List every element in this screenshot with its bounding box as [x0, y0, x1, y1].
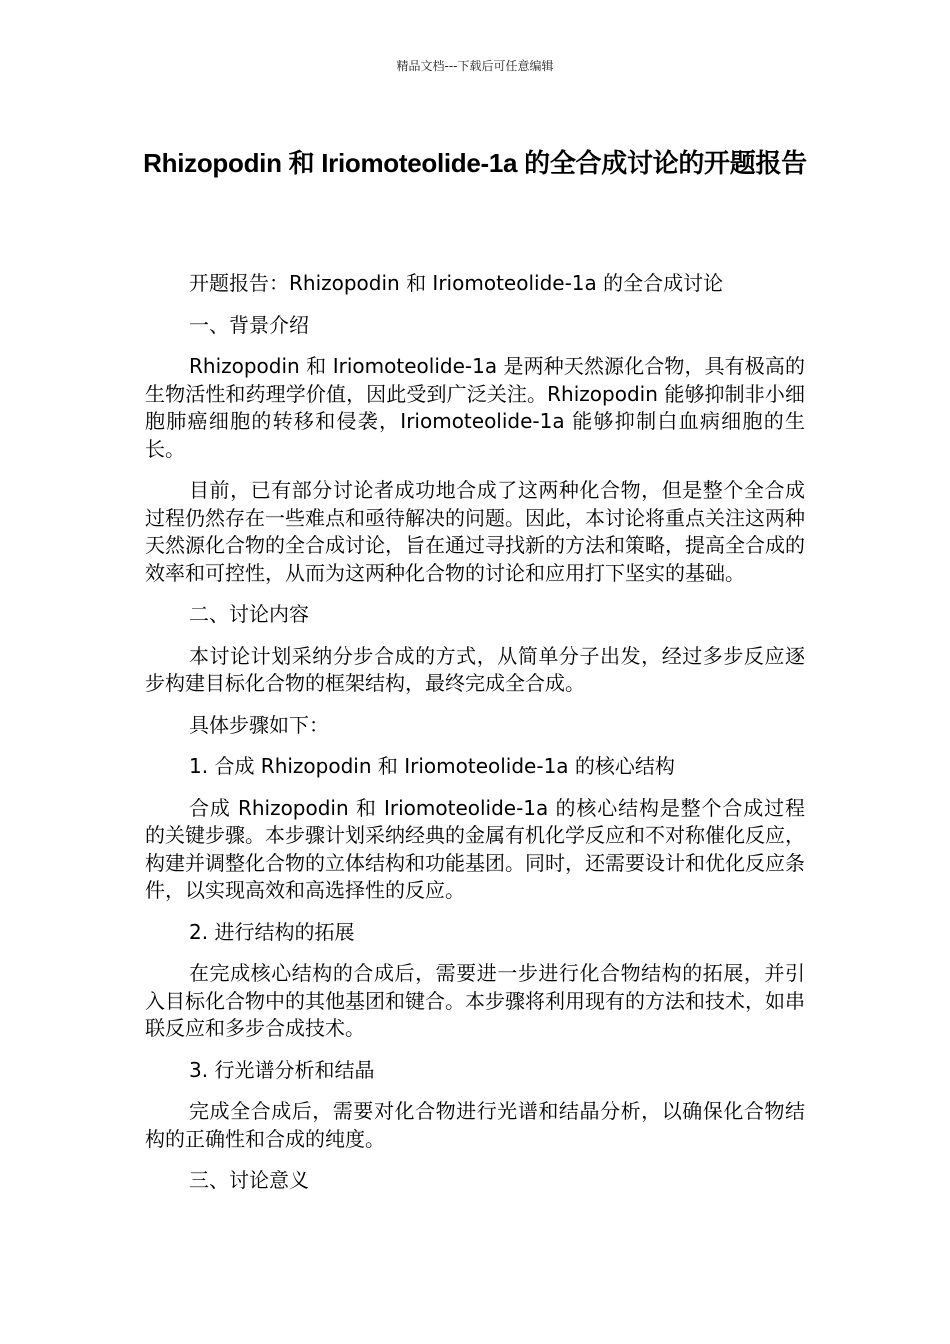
section-heading-content: 二、讨论内容 — [189, 602, 309, 626]
paragraph-step-3: 完成全合成后，需要对化合物进行光谱和结晶分析，以确保化合物结构的正确性和合成的纯度。 — [145, 1099, 805, 1151]
header-note: 精品文档---下载后可任意编辑 — [396, 59, 554, 73]
section-heading-background: 一、背景介绍 — [189, 312, 309, 337]
document-title: Rhizopodin 和 Iriomoteolide-1a 的全合成讨论的开题报告 — [143, 148, 807, 178]
step-heading-2: 2. 进行结构的拓展 — [189, 919, 355, 944]
step-heading-3: 3. 行光谱分析和结晶 — [189, 1057, 375, 1082]
paragraph-step-2: 在完成核心结构的合成后，需要进一步进行化合物结构的拓展，并引入目标化合物中的其他基团和键合。本步骤将利用现有的方法和技术，如串联反应和多步合成技术。 — [145, 961, 805, 1040]
paragraph-content-1: 本讨论计划采纳分步合成的方式，从简单分子出发，经过多步反应逐步构建目标化合物的框架结构，最终完成全合成。 — [145, 643, 805, 695]
paragraph-intro: 开题报告：Rhizopodin 和 Iriomoteolide-1a 的全合成讨论 — [189, 271, 724, 295]
step-heading-1: 1. 合成 Rhizopodin 和 Iriomoteolide-1a 的核心结构 — [189, 754, 675, 778]
paragraph-steps-intro: 具体步骤如下： — [189, 712, 329, 737]
paragraph-background-2: 目前，已有部分讨论者成功地合成了这两种化合物，但是整个全合成过程仍然存在一些难点和亟待解决的问题。因此，本讨论将重点关注这两种天然源化合物的全合成讨论，旨在通过寻找新的方法和策略，提高全合成的效率和可控性，从而为这两种化合物的讨论和应用打下坚实的基础。 — [145, 478, 805, 585]
document-body — [145, 270, 805, 1209]
section-heading-significance: 三、讨论意义 — [189, 1168, 309, 1192]
paragraph-background-1: Rhizopodin 和 Iriomoteolide-1a 是两种天然源化合物，具有极高的生物活性和药理学价值，因此受到广泛关注。Rhizopodin 能够抑制非小细胞肺癌细胞的转移和侵袭，Iriomoteolide-1a 能够抑制白血病细胞的生长。 — [145, 354, 805, 461]
paragraph-step-1: 合成 Rhizopodin 和 Iriomoteolide-1a 的核心结构是整个合成过程的关键步骤。本步骤计划采纳经典的金属有机化学反应和不对称催化反应，构建并调整化合物的立体结构和功能基团。同时，还需要设计和优化反应条件，以实现高效和高选择性的反应。 — [145, 795, 805, 902]
